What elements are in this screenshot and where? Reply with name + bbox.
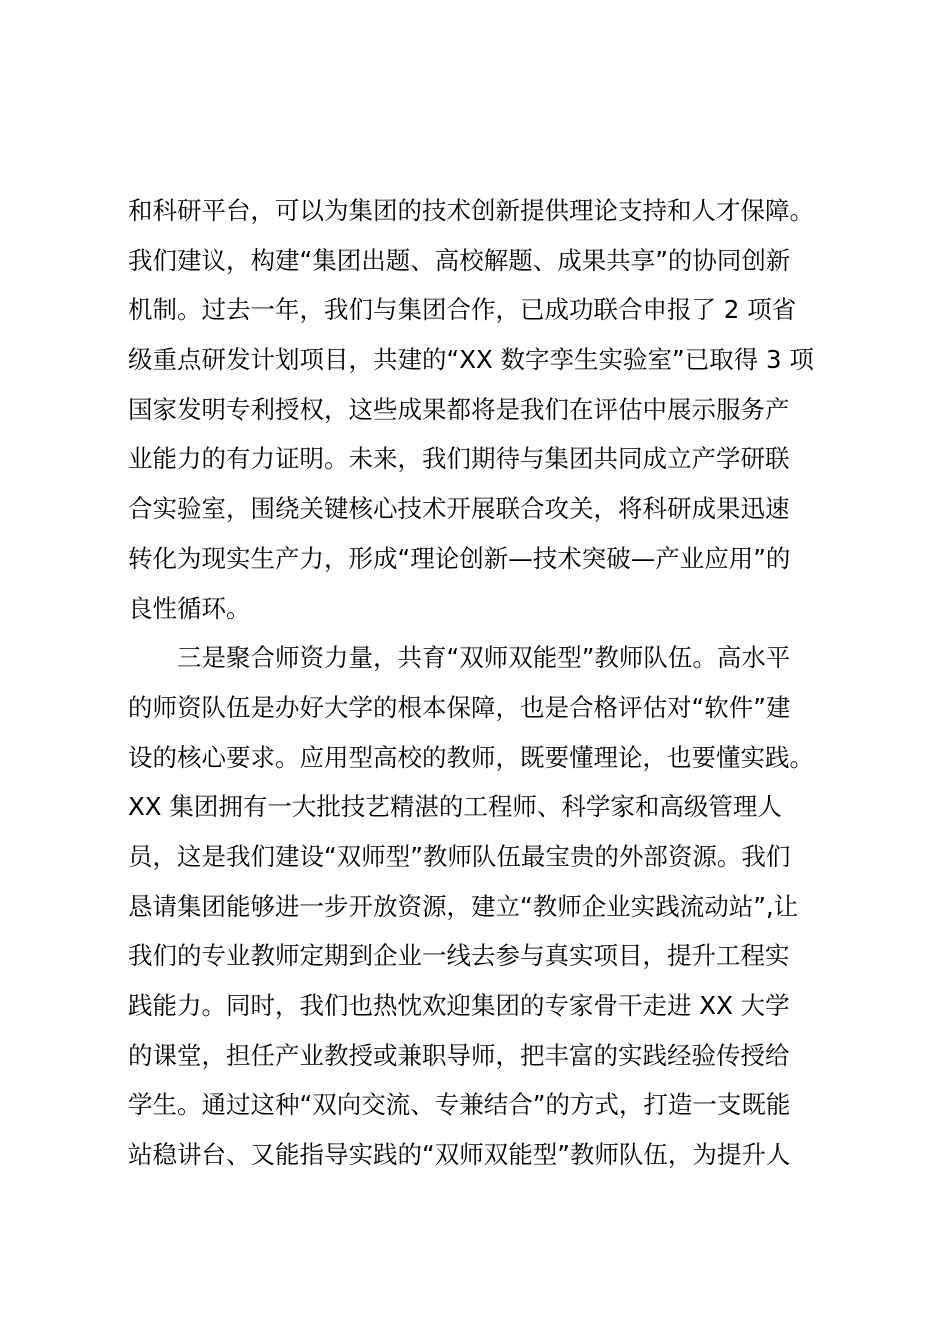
text-line: 机制。过去一年，我们与集团合作，已成功联合申报了 2 项省 [128,295,797,325]
text-line: 级重点研发计划项目，共建的“XX 数字孪生实验室”已取得 3 项 [128,345,814,375]
text-line: 设的核心要求。应用型高校的教师，既要懂理论，也要懂实践。 [128,742,814,772]
text-line: 员，这是我们建设“双师型”教师队伍最宝贵的外部资源。我们 [128,841,791,871]
text-line: 合实验室，围绕关键核心技术开展联合攻关，将科研成果迅速 [128,494,790,524]
text-line: 国家发明专利授权，这些成果都将是我们在评估中展示服务产 [128,394,790,424]
body-text [128,186,848,1180]
paragraph-start-line: 三是聚合师资力量，共育“双师双能型”教师队伍。高水平 [177,643,791,673]
text-line: 的师资队伍是办好大学的根本保障，也是合格评估对“软件”建 [128,692,791,722]
text-line: 站稳讲台、又能指导实践的“双师双能型”教师队伍，为提升人 [128,1140,791,1170]
text-line: 恳请集团能够进一步开放资源，建立“教师企业实践流动站”,让 [128,891,799,921]
text-line: 我们建议，构建“集团出题、高校解题、成果共享”的协同创新 [128,245,791,275]
text-line: 转化为现实生产力，形成“理论创新—技术突破—产业应用”的 [128,543,791,573]
text-line: 我们的专业教师定期到企业一线去参与真实项目，提升工程实 [128,941,790,971]
text-line: 的课堂，担任产业教授或兼职导师，把丰富的实践经验传授给 [128,1040,790,1070]
text-line: 业能力的有力证明。未来，我们期待与集团共同成立产学研联 [128,444,790,474]
text-line: 和科研平台，可以为集团的技术创新提供理论支持和人才保障。 [128,196,814,225]
text-line: 践能力。同时，我们也热忱欢迎集团的专家骨干走进 XX 大学 [128,991,790,1020]
text-line: 学生。通过这种“双向交流、专兼结合”的方式，打造一支既能 [128,1090,791,1120]
text-line: 良性循环。 [128,593,251,623]
text-line: XX 集团拥有一大批技艺精湛的工程师、科学家和高级管理人 [128,792,782,822]
